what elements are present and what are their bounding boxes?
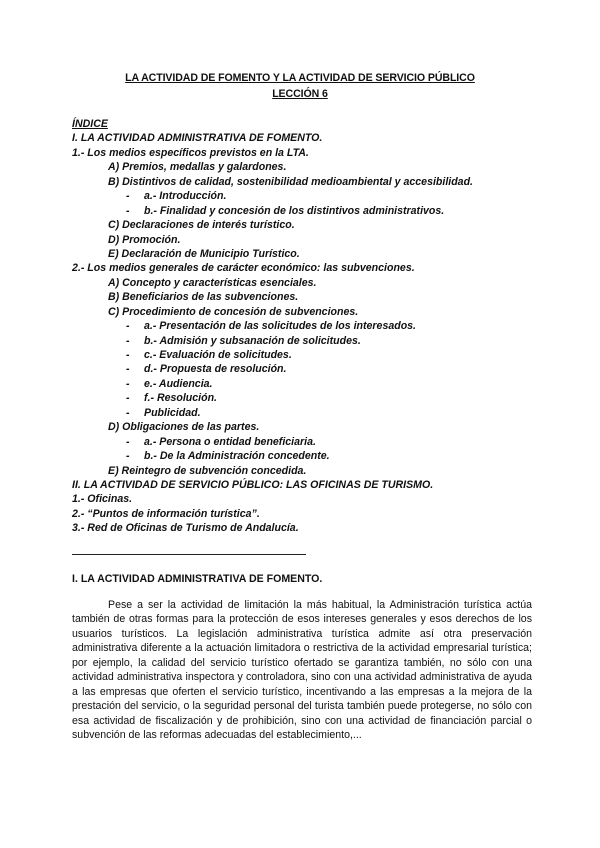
separator-line bbox=[72, 554, 306, 555]
toc-item bbox=[72, 492, 542, 506]
toc-item-text: 3.- Red de Oficinas de Turismo de Andalucía. bbox=[72, 522, 299, 535]
toc-bullet: - bbox=[126, 435, 130, 448]
toc-item bbox=[72, 464, 542, 478]
toc-item-text: E) Reintegro de subvención concedida. bbox=[108, 464, 307, 477]
toc-item bbox=[72, 507, 542, 521]
toc-bullet: - bbox=[126, 334, 130, 347]
toc-item bbox=[72, 218, 542, 232]
toc-bullet: - bbox=[126, 349, 130, 361]
toc-list bbox=[72, 131, 542, 535]
toc-item bbox=[72, 175, 542, 189]
toc-item bbox=[72, 478, 542, 492]
toc-item bbox=[72, 276, 542, 290]
toc-item-text: a.- Introducción. bbox=[144, 190, 227, 203]
toc-item-text: a.- Persona o entidad beneficiaria. bbox=[144, 435, 316, 448]
toc-item bbox=[72, 146, 542, 160]
toc-item-text: C) Declaraciones de interés turístico. bbox=[108, 219, 295, 232]
toc-item-text: Publicidad. bbox=[144, 406, 201, 419]
toc-item-text: a.- Presentación de las solicitudes de los interesados. bbox=[144, 320, 417, 333]
toc-bullet: - bbox=[126, 392, 130, 405]
toc-item bbox=[72, 233, 542, 247]
toc-bullet: - bbox=[126, 190, 130, 203]
toc-item bbox=[72, 362, 542, 376]
body-paragraph: Pese a ser la actividad de limitación la más habitual, la Administración turística actúa también de otras formas para la protección de esos intereses generales y esos derechos de los usuarios turísticos. La legislación administrativa turística admite así otra preservación administrativa diferente a la actuación limitadora o restrictiva de la actividad empresarial turística; por ejemplo, la calidad del servicio turístico ofertado se garantiza también, no sólo con una actividad administrativa inspectora y controladora, sino con una actividad administrativa de ayuda a las empresas que oferten el servicio turístico, incentivando a las empresas a la mejora de la prestación del servicio, o la seguridad personal del turista también puede protegerse, no sólo con esa actividad de fiscalización y de prohibición, sino con una actividad de financiación parcial o subvención de las reformas adecuadas del establecimiento,... bbox=[72, 599, 532, 742]
toc-item bbox=[72, 290, 542, 304]
toc-item bbox=[72, 420, 542, 434]
toc-item-text: E) Declaración de Municipio Turístico. bbox=[108, 247, 300, 260]
toc-item-text: II. LA ACTIVIDAD DE SERVICIO PÚBLICO: LAS OFICINAS DE TURISMO. bbox=[72, 478, 434, 491]
toc-bullet: - bbox=[126, 204, 130, 217]
toc-item-text: c.- Evaluación de solicitudes. bbox=[144, 349, 292, 361]
toc-item-text: e.- Audiencia. bbox=[144, 377, 213, 390]
toc-item-text: C) Procedimiento de concesión de subvenciones. bbox=[108, 305, 359, 318]
toc-item bbox=[72, 406, 542, 420]
toc-item bbox=[72, 521, 542, 535]
toc-item bbox=[72, 435, 542, 449]
toc-item-text: B) Distintivos de calidad, sostenibilidad medioambiental y accesibilidad. bbox=[108, 175, 473, 188]
toc-item-text: b.- Admisión y subsanación de solicitudes. bbox=[144, 334, 361, 347]
toc-item-text: f.- Resolución. bbox=[144, 392, 217, 405]
toc-item bbox=[72, 334, 542, 348]
toc-item-text: b.- De la Administración concedente. bbox=[144, 450, 330, 463]
toc-item bbox=[72, 204, 542, 218]
toc-item-text: 2.- “Puntos de información turística”. bbox=[72, 507, 260, 520]
toc-item bbox=[72, 247, 542, 261]
table-of-contents bbox=[72, 117, 542, 536]
toc-item-text: I. LA ACTIVIDAD ADMINISTRATIVA DE FOMENTO. bbox=[72, 132, 323, 145]
toc-item bbox=[72, 189, 542, 203]
toc-item bbox=[72, 319, 542, 333]
toc-item bbox=[72, 348, 542, 362]
toc-bullet: - bbox=[126, 363, 130, 376]
lesson-label: LECCIÓN 6 bbox=[272, 88, 328, 100]
toc-bullet: - bbox=[126, 320, 130, 333]
toc-item bbox=[72, 261, 542, 275]
toc-item bbox=[72, 305, 542, 319]
toc-bullet: - bbox=[126, 377, 130, 390]
toc-item-text: D) Obligaciones de las partes. bbox=[108, 421, 260, 434]
toc-item-text: 1.- Oficinas. bbox=[72, 493, 133, 506]
toc-item-text: b.- Finalidad y concesión de los distintivos administrativos. bbox=[144, 204, 445, 217]
toc-item-text: A) Premios, medallas y galardones. bbox=[108, 161, 287, 174]
toc-bullet: - bbox=[126, 406, 130, 419]
toc-heading: ÍNDICE bbox=[72, 118, 108, 130]
toc-item-text: 1.- Los medios específicos previstos en la LTA. bbox=[72, 146, 309, 159]
toc-bullet: - bbox=[126, 450, 130, 463]
toc-item bbox=[72, 131, 542, 145]
toc-item-text: 2.- Los medios generales de carácter económico: las subvenciones. bbox=[72, 262, 415, 275]
section-heading: I. LA ACTIVIDAD ADMINISTRATIVA DE FOMENTO. bbox=[72, 573, 323, 585]
toc-item-text: A) Concepto y características esenciales. bbox=[108, 276, 317, 289]
toc-item-text: d.- Propuesta de resolución. bbox=[144, 363, 287, 376]
toc-item bbox=[72, 377, 542, 391]
toc-item-text: B) Beneficiarios de las subvenciones. bbox=[108, 291, 299, 304]
toc-item-text: D) Promoción. bbox=[108, 233, 181, 246]
toc-item bbox=[72, 160, 542, 174]
document-title: LA ACTIVIDAD DE FOMENTO Y LA ACTIVIDAD DE SERVICIO PÚBLICO bbox=[125, 72, 475, 84]
toc-item bbox=[72, 449, 542, 463]
toc-item bbox=[72, 391, 542, 405]
